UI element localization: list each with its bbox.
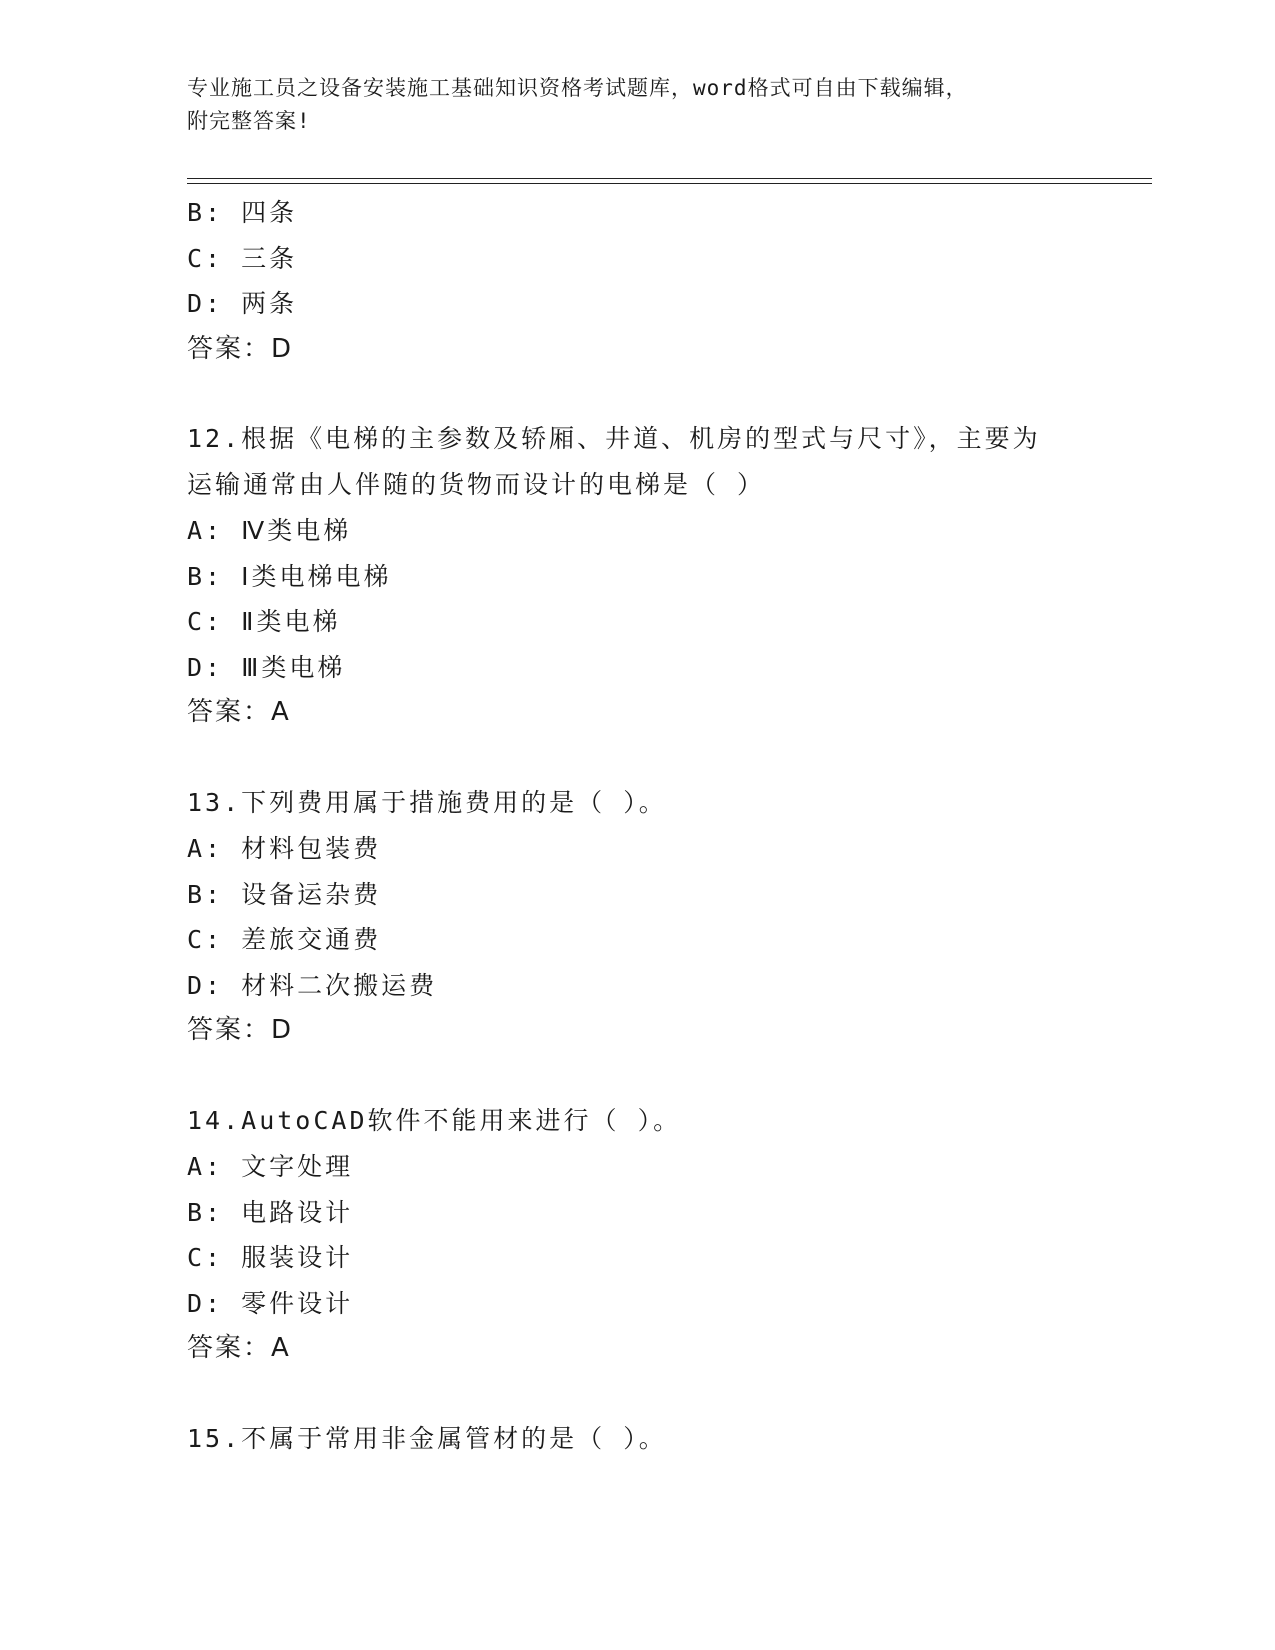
question-15 — [187, 1417, 1087, 1463]
option-d: D: 两条 — [187, 289, 298, 318]
question-content — [187, 190, 1087, 1462]
option-a: A: Ⅳ类电梯 — [187, 516, 352, 545]
option-b: B: 设备运杂费 — [187, 879, 382, 909]
question-13 — [187, 781, 1087, 1054]
option-c: C: 三条 — [187, 243, 298, 273]
option-b: B: Ⅰ类电梯电梯 — [187, 561, 392, 591]
header-line-1: 专业施工员之设备安装施工基础知识资格考试题库，word格式可自由下载编辑， — [187, 76, 968, 100]
answer: 答案：A — [187, 1333, 291, 1363]
spacer — [187, 1372, 1087, 1417]
option-d: D: 零件设计 — [187, 1288, 354, 1318]
header-rule-top — [187, 178, 1152, 179]
question-title: 14.AutoCAD软件不能用来进行（ ）。 — [187, 1105, 682, 1135]
spacer — [187, 372, 1087, 417]
question-title: 15.不属于常用非金属管材的是（ ）。 — [187, 1423, 667, 1453]
header-line-2: 附完整答案! — [187, 109, 311, 133]
answer: 答案：D — [187, 333, 294, 364]
answer: 答案：A — [187, 697, 291, 727]
option-c: C: Ⅱ类电梯 — [187, 607, 341, 636]
question-12 — [187, 417, 1087, 736]
option-a: A: 文字处理 — [187, 1152, 354, 1181]
prev-question — [187, 190, 1087, 372]
option-d: D: 材料二次搬运费 — [187, 970, 438, 1000]
header-rule-bottom — [187, 183, 1152, 184]
question-title: 12.根据《电梯的主参数及轿厢、井道、机房的型式与尺寸》，主要为 — [187, 424, 1041, 453]
option-b: B: 电路设计 — [187, 1197, 354, 1227]
option-c: C: 差旅交通费 — [187, 925, 382, 954]
answer: 答案：D — [187, 1015, 294, 1045]
spacer — [187, 1054, 1087, 1099]
option-c: C: 服装设计 — [187, 1243, 354, 1272]
question-14 — [187, 1099, 1087, 1372]
option-d: D: Ⅲ类电梯 — [187, 652, 346, 682]
option-b: B: 四条 — [187, 198, 298, 227]
page-header — [187, 72, 1087, 138]
question-title: 13.下列费用属于措施费用的是（ ）。 — [187, 787, 667, 817]
spacer — [187, 736, 1087, 781]
option-a: A: 材料包装费 — [187, 834, 382, 863]
question-title-continued: 运输通常由人伴随的货物而设计的电梯是（ ） — [187, 469, 766, 499]
